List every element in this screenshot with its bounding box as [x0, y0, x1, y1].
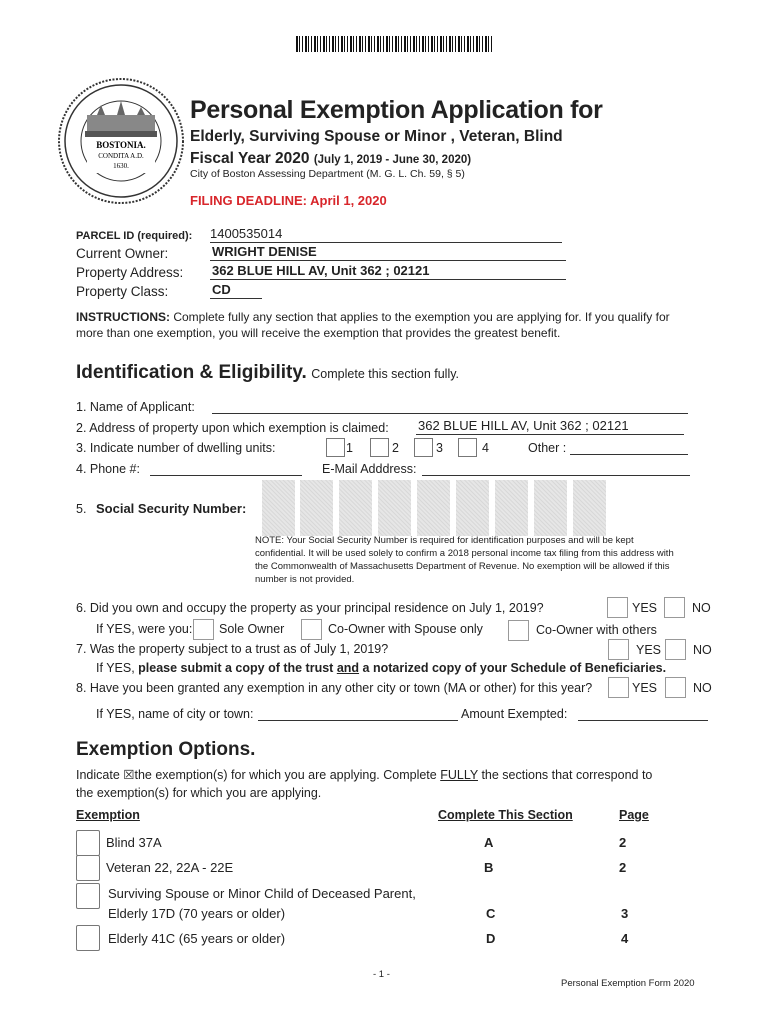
q7-sub-and: and	[336, 661, 360, 675]
q7-label: 7. Was the property subject to a trust as of July 1, 2019?	[76, 642, 389, 656]
email-field[interactable]	[422, 475, 690, 476]
owner-label: Current Owner:	[76, 246, 169, 261]
amount-field[interactable]	[578, 720, 708, 721]
q7-yes-label: YES	[636, 643, 662, 657]
form-name: Personal Exemption Form 2020	[561, 978, 695, 989]
units-3-label: 3	[436, 441, 443, 455]
co-owner-spouse-checkbox[interactable]	[301, 619, 322, 640]
ssn-digit-5[interactable]	[417, 480, 450, 536]
q8-label: 8. Have you been granted any exemption in any other city or town (MA or other) for this year?	[76, 681, 593, 695]
q1-label: 1. Name of Applicant:	[76, 400, 195, 414]
exemption-elderly41c-page: 4	[621, 931, 629, 946]
co-owner-spouse-label: Co-Owner with Spouse only	[328, 622, 483, 636]
seal-line2: CONDITA A.D.	[98, 152, 144, 160]
q6-yes-checkbox[interactable]	[607, 597, 628, 618]
page-title: Personal Exemption Application for	[190, 96, 603, 124]
exemption-blind-page: 2	[619, 835, 627, 850]
q6-label: 6. Did you own and occupy the property as your principal residence on July 1, 2019?	[76, 601, 544, 615]
ssn-digit-6[interactable]	[456, 480, 489, 536]
exemption-elderly41c-checkbox[interactable]	[76, 925, 100, 951]
q6-no-label: NO	[692, 601, 711, 615]
exemption-veteran-checkbox[interactable]	[76, 855, 100, 881]
q6-yes-label: YES	[632, 601, 658, 615]
q7-sub	[96, 661, 666, 675]
indicate-fully: FULLY	[440, 768, 478, 782]
page-number: - 1 -	[373, 969, 390, 980]
units-3-checkbox[interactable]	[414, 438, 433, 457]
ssn-digit-9[interactable]	[573, 480, 606, 536]
q3-label: 3. Indicate number of dwelling units:	[76, 441, 276, 455]
identification-note: Complete this section fully.	[311, 367, 460, 381]
exemption-veteran-page: 2	[619, 860, 627, 875]
owner-value[interactable]: WRIGHT DENISE	[212, 244, 317, 259]
amount-label: Amount Exempted:	[461, 707, 568, 721]
q7-no-label: NO	[693, 643, 712, 657]
ssn-digit-2[interactable]	[300, 480, 333, 536]
q7-sub-prefix: If YES,	[96, 661, 139, 675]
units-4-checkbox[interactable]	[458, 438, 477, 457]
q8-no-checkbox[interactable]	[665, 677, 686, 698]
checked-box-icon: ☒	[123, 768, 135, 782]
sole-owner-label: Sole Owner	[219, 622, 285, 636]
ssn-label: Social Security Number:	[96, 501, 247, 516]
filing-deadline: FILING DEADLINE: April 1, 2020	[190, 193, 387, 208]
instructions	[76, 309, 696, 341]
applicant-name-field[interactable]	[212, 413, 688, 414]
exemption-heading: Exemption Options.	[76, 739, 256, 760]
ssn-digit-8[interactable]	[534, 480, 567, 536]
q2-value[interactable]: 362 BLUE HILL AV, Unit 362 ; 02121	[418, 418, 629, 433]
exemption-spouse-page: 3	[621, 906, 629, 921]
units-4-label: 4	[482, 441, 489, 455]
exemption-instructions	[76, 766, 696, 802]
q7-yes-checkbox[interactable]	[608, 639, 629, 660]
q8-yes-label: YES	[632, 681, 658, 695]
q8-sub-label: If YES, name of city or town:	[96, 707, 254, 721]
exemption-spouse-section: C	[486, 906, 496, 921]
q2-label: 2. Address of property upon which exemption is claimed:	[76, 421, 389, 435]
exemption-elderly17d-label: Elderly 17D (70 years or older)	[108, 906, 286, 921]
q8-no-label: NO	[693, 681, 712, 695]
col-page: Page	[619, 808, 649, 822]
parcel-field[interactable]	[210, 226, 562, 241]
q6-sub-label: If YES, were you:	[96, 622, 193, 636]
exemption-veteran-section: B	[484, 860, 494, 875]
units-1-checkbox[interactable]	[326, 438, 345, 457]
q6-no-checkbox[interactable]	[664, 597, 685, 618]
q7-no-checkbox[interactable]	[665, 639, 686, 660]
exemption-veteran-label: Veteran 22, 22A - 22E	[106, 860, 234, 875]
sole-owner-checkbox[interactable]	[193, 619, 214, 640]
co-owner-others-checkbox[interactable]	[508, 620, 529, 641]
identification-heading	[76, 362, 459, 384]
class-label: Property Class:	[76, 284, 169, 299]
q7-sub-b: please submit a copy of the trust	[138, 661, 337, 675]
barcode	[296, 36, 492, 52]
class-value[interactable]: CD	[212, 282, 231, 297]
col-exemption: Exemption	[76, 808, 140, 822]
indicate-b: the exemption(s) for which you are applying. Complete	[134, 768, 441, 782]
ssn-digit-1[interactable]	[262, 480, 295, 536]
q5-number: 5.	[76, 502, 87, 516]
ssn-digit-4[interactable]	[378, 480, 411, 536]
units-1-label: 1	[346, 441, 353, 455]
indicate-c: the sections that correspond to	[477, 768, 653, 782]
units-2-label: 2	[392, 441, 399, 455]
identification-title: Identification & Eligibility.	[76, 362, 307, 383]
exemption-spouse-checkbox[interactable]	[76, 883, 100, 909]
fiscal-year	[190, 150, 471, 168]
page-subtitle: Elderly, Surviving Spouse or Minor , Veteran, Blind	[190, 128, 563, 145]
email-label: E-Mail Adddress:	[322, 462, 417, 476]
ssn-digit-7[interactable]	[495, 480, 528, 536]
co-owner-others-label: Co-Owner with others	[536, 623, 657, 637]
instructions-label: INSTRUCTIONS:	[76, 310, 170, 324]
other-label: Other :	[528, 441, 567, 455]
exemption-blind-section: A	[484, 835, 494, 850]
fiscal-year-range: (July 1, 2019 - June 30, 2020)	[313, 154, 472, 166]
exemption-elderly41c-section: D	[486, 931, 496, 946]
city-town-field[interactable]	[258, 720, 458, 721]
address-value[interactable]: 362 BLUE HILL AV, Unit 362 ; 02121	[212, 263, 430, 278]
ssn-note: NOTE: Your Social Security Number is required for identification purposes and will be kept confidential. It will be used solely to confirm a 2018 personal income tax filing from this address with the Commonwealth of Massachusetts Department of Revenue. No exemption will be allowed if this number is not provided.	[255, 535, 674, 585]
phone-field[interactable]	[150, 475, 302, 476]
fiscal-year-label: Fiscal Year 2020	[190, 150, 310, 167]
seal-name: BOSTONIA.	[96, 140, 146, 150]
q8-yes-checkbox[interactable]	[608, 677, 629, 698]
col-section: Complete This Section	[438, 808, 573, 822]
other-field[interactable]	[570, 454, 688, 455]
instructions-text: Complete fully any section that applies to the exemption you are applying for. If you qualify for more than one exemption, you will receive the exemption that provides the greatest benefit.	[76, 310, 670, 340]
exemption-elderly41c-label: Elderly 41C (65 years or older)	[108, 931, 286, 946]
parcel-label: PARCEL ID (required):	[76, 230, 193, 242]
exemption-blind-label: Blind 37A	[106, 835, 162, 850]
indicate-d: the exemption(s) for which you are applying.	[76, 786, 322, 800]
indicate-a: Indicate	[76, 768, 124, 782]
seal-year: 1630.	[113, 162, 129, 170]
parcel-value: 1400535014	[210, 226, 283, 241]
department: City of Boston Assessing Department (M. G. L. Ch. 59, § 5)	[190, 168, 465, 180]
units-2-checkbox[interactable]	[370, 438, 389, 457]
q4-label: 4. Phone #:	[76, 462, 140, 476]
exemption-spouse-label: Surviving Spouse or Minor Child of Deceased Parent,	[108, 886, 416, 901]
q7-sub-d: a notarized copy of your Schedule of Beneficiaries.	[359, 661, 667, 675]
address-label: Property Address:	[76, 265, 184, 280]
ssn-digit-3[interactable]	[339, 480, 372, 536]
city-seal-logo	[57, 77, 185, 205]
exemption-blind-checkbox[interactable]	[76, 830, 100, 856]
